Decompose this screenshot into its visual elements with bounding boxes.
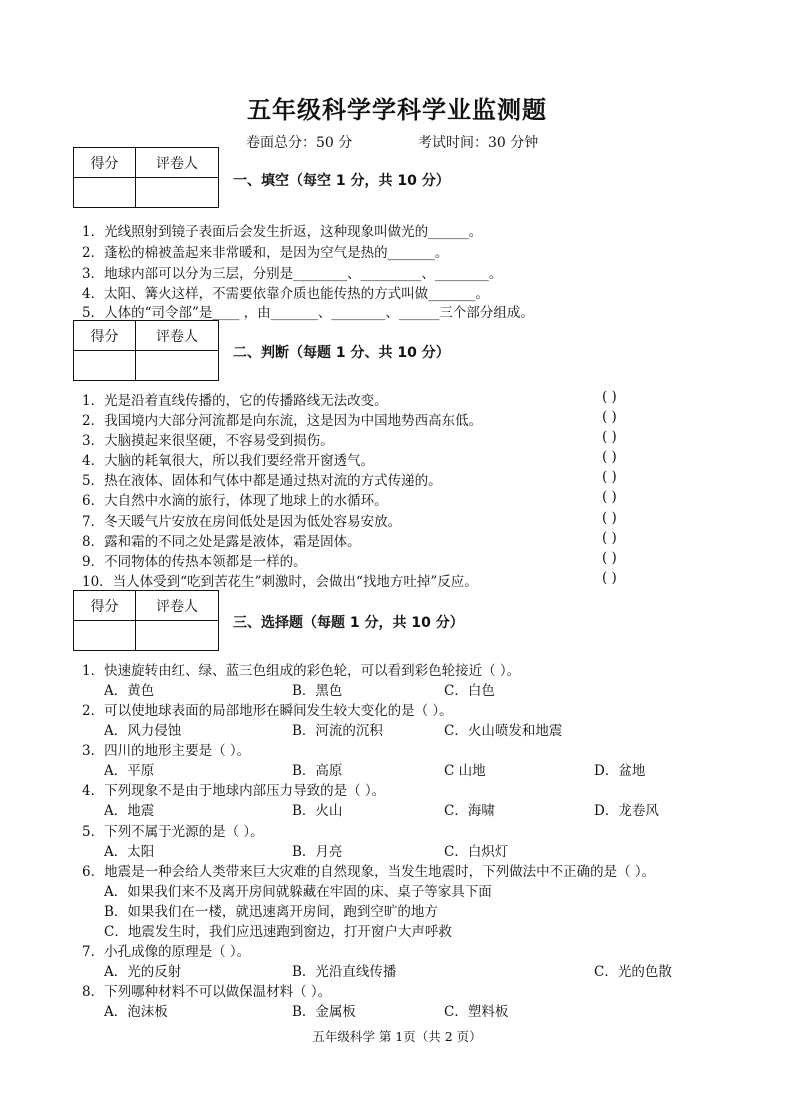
answer-blank: ( ) [602, 570, 617, 586]
answer-blank: ( ) [602, 409, 617, 425]
choice-option: D．龙卷风 [594, 803, 659, 819]
score-label: 得分 [74, 321, 136, 351]
choice-option: C 山地 [444, 763, 486, 779]
choice-option: C．白炽灯 [444, 844, 509, 860]
choice-option: C．地震发生时，我们应迅速跑到窗边，打开窗户大声呼救 [104, 924, 452, 940]
choice-option: B．河流的沉积 [292, 723, 383, 739]
choice-question: 5．下列不属于光源的是（ ）。 [82, 824, 264, 840]
choice-option: A．黄色 [104, 683, 155, 699]
choice-option: A．太阳 [104, 844, 155, 860]
choice-question: 8．下列哪种材料不可以做保温材料（ ）。 [82, 984, 332, 1000]
judge-item: 1．光是沿着直线传播的，它的传播路线无法改变。 [82, 393, 388, 409]
judge-item: 10．当人体受到“吃到苦花生”刺激时，会做出“找地方吐掉”反应。 [82, 574, 478, 590]
choice-option: B．金属板 [292, 1004, 356, 1020]
fill-item: 2．蓬松的棉被盖起来非常暖和，是因为空气是热的_______。 [82, 245, 449, 261]
answer-blank: ( ) [602, 489, 617, 505]
score-box-2 [73, 320, 219, 381]
judge-item: 2．我国境内大部分河流都是向东流，这是因为中国地势西高东低。 [82, 413, 483, 429]
choice-question: 3．四川的地形主要是（ ）。 [82, 743, 251, 759]
choice-option: C．塑料板 [444, 1004, 509, 1020]
fill-item: 5．人体的“司令部”是____ ，由_______、________、______三个部分组成。 [82, 305, 534, 321]
judge-item: 9．不同物体的传热本领都是一样的。 [82, 554, 307, 570]
fill-item: 1．光线照射到镜子表面后会发生折返，这种现象叫做光的______。 [82, 224, 483, 240]
score-label: 得分 [74, 591, 136, 621]
page-title: 五年级科学学科学业监测题 [247, 96, 547, 124]
choice-option: C．海啸 [444, 803, 495, 819]
grader-cell [136, 178, 219, 208]
total-score: 卷面总分：50 分 [246, 135, 353, 151]
grader-label: 评卷人 [136, 321, 219, 351]
choice-option: B．月亮 [292, 844, 343, 860]
choice-option: A．光的反射 [104, 964, 182, 980]
fill-item: 3．地球内部可以分为三层，分别是________、_________、________。 [82, 266, 503, 282]
section-heading-fill: 一、填空（每空 1 分，共 10 分） [233, 173, 450, 189]
choice-question: 7．小孔成像的原理是（ ）。 [82, 944, 251, 960]
choice-option: B．高原 [292, 763, 343, 779]
choice-option: A．平原 [104, 763, 155, 779]
choice-option: B．光沿直线传播 [292, 964, 397, 980]
score-cell [74, 621, 136, 651]
score-box-1 [73, 147, 219, 208]
score-label: 得分 [74, 148, 136, 178]
grader-label: 评卷人 [136, 591, 219, 621]
choice-option: A．风力侵蚀 [104, 723, 182, 739]
score-cell [74, 351, 136, 381]
answer-blank: ( ) [602, 429, 617, 445]
grader-cell [136, 351, 219, 381]
choice-option: C．光的色散 [594, 964, 672, 980]
choice-option: A．如果我们来不及离开房间就躲藏在牢固的床、桌子等家具下面 [104, 884, 492, 900]
answer-blank: ( ) [602, 449, 617, 465]
choice-question: 6．地震是一种会给人类带来巨大灾难的自然现象，当发生地震时，下列做法中不正确的是（ ）。 [82, 864, 656, 880]
choice-option: A．泡沫板 [104, 1004, 168, 1020]
grader-cell [136, 621, 219, 651]
choice-option: B．黑色 [292, 683, 343, 699]
score-box-3 [73, 590, 219, 651]
answer-blank: ( ) [602, 469, 617, 485]
answer-blank: ( ) [602, 510, 617, 526]
choice-option: D．盆地 [594, 763, 646, 779]
choice-option: B．火山 [292, 803, 343, 819]
page-footer: 五年级科学 第 1页（共 2 页） [312, 1029, 482, 1044]
judge-item: 5．热在液体、固体和气体中都是通过热对流的方式传递的。 [82, 473, 442, 489]
answer-blank: ( ) [602, 550, 617, 566]
choice-option: C．白色 [444, 683, 495, 699]
choice-question: 4．下列现象不是由于地球内部压力导致的是（ ）。 [82, 783, 386, 799]
choice-question: 1．快速旋转由红、绿、蓝三色组成的彩色轮，可以看到彩色轮接近（ ）。 [82, 663, 521, 679]
answer-blank: ( ) [602, 389, 617, 405]
section-heading-judge: 二、判断（每题 1 分、共 10 分） [233, 345, 450, 361]
judge-item: 8．露和霜的不同之处是露是液体，霜是固体。 [82, 534, 361, 550]
exam-time: 考试时间：30 分钟 [418, 135, 539, 151]
judge-item: 3．大脑摸起来很坚硬，不容易受到损伤。 [82, 433, 334, 449]
score-cell [74, 178, 136, 208]
choice-option: B．如果我们在一楼，就迅速离开房间，跑到空旷的地方 [104, 904, 438, 920]
fill-item: 4．太阳、篝火这样，不需要依靠介质也能传热的方式叫做_______。 [82, 286, 489, 302]
grader-label: 评卷人 [136, 148, 219, 178]
choice-option: A．地震 [104, 803, 155, 819]
judge-item: 4．大脑的耗氧很大，所以我们要经常开窗透气。 [82, 453, 375, 469]
answer-blank: ( ) [602, 530, 617, 546]
choice-option: C．火山喷发和地震 [444, 723, 563, 739]
judge-item: 7．冬天暖气片安放在房间低处是因为低处容易安放。 [82, 514, 402, 530]
judge-item: 6．大自然中水滴的旅行，体现了地球上的水循环。 [82, 493, 388, 509]
choice-question: 2．可以使地球表面的局部地形在瞬间发生较大变化的是（ ）。 [82, 703, 453, 719]
section-heading-choice: 三、选择题（每题 1 分，共 10 分） [233, 615, 464, 631]
